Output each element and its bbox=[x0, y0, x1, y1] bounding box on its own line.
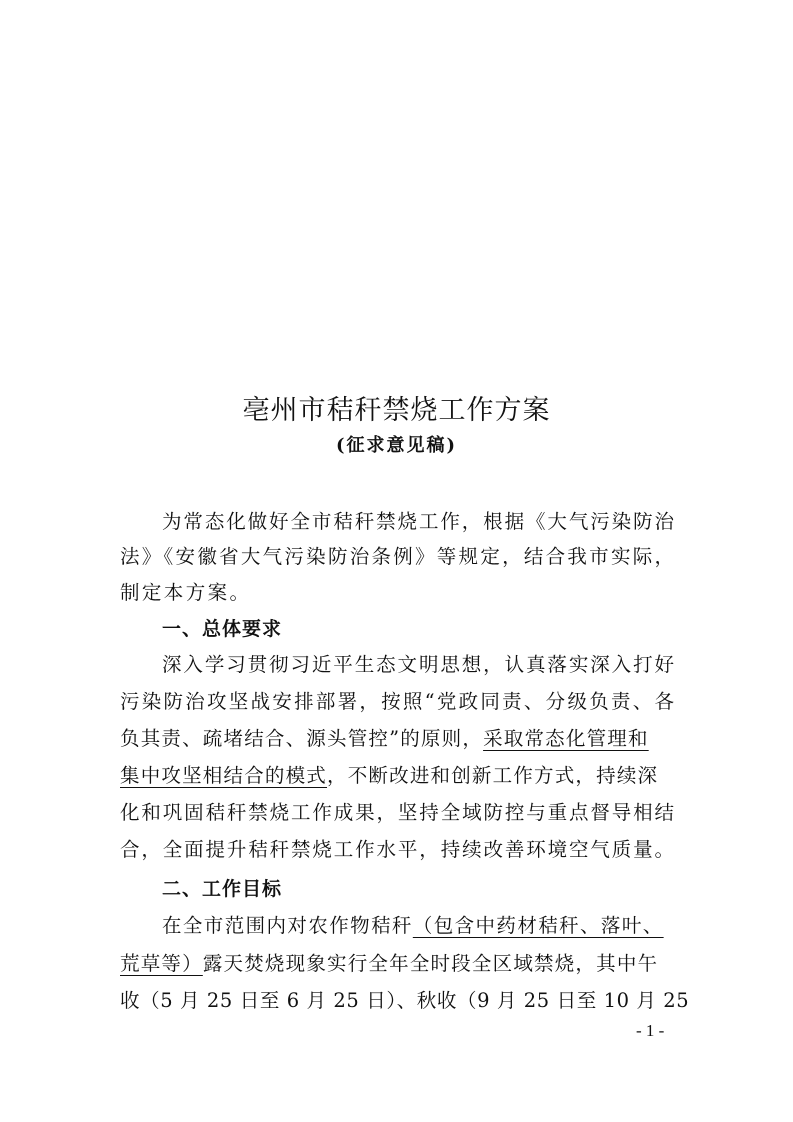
section-1-line-2: 污染防治攻坚战安排部署，按照“党政同责、分级负责、各 bbox=[120, 690, 674, 713]
section-1-line-3 bbox=[120, 727, 674, 751]
section-1-line-1: 深入学习贯彻习近平生态文明思想，认真落实深入打好 bbox=[162, 653, 674, 676]
section-2-line-2 bbox=[120, 952, 674, 976]
section-1-line-6: 合，全面提升秸秆禁烧工作水平，持续改善环境空气质量。 bbox=[120, 838, 674, 861]
section-1-underlined-text-1: 采取常态化管理和 bbox=[483, 727, 649, 750]
intro-line-3: 制定本方案。 bbox=[120, 581, 252, 604]
section-1-line-3-text: 负其责、疏堵结合、源头管控”的原则， bbox=[120, 727, 484, 750]
intro-line-2: 法》《安徽省大气污染防治条例》等规定，结合我市实际， bbox=[120, 545, 674, 568]
document-title: 亳州市秸秆禁烧工作方案 bbox=[242, 395, 551, 426]
section-2-heading: 二、工作目标 bbox=[162, 878, 283, 900]
page-number: - 1 - bbox=[636, 1021, 665, 1040]
intro-line-1: 为常态化做好全市秸秆禁烧工作，根据《大气污染防治 bbox=[162, 510, 674, 533]
section-2-line-1 bbox=[162, 914, 674, 938]
section-2-line-2-text: 露天焚烧现象实行全年全时段全区域禁烧，其中午 bbox=[202, 952, 659, 975]
section-1-line-5: 化和巩固秸秆禁烧工作成果，坚持全域防控与重点督导相结 bbox=[120, 801, 674, 824]
section-2-line-1-text: 在全市范围内对农作物秸秆 bbox=[162, 914, 413, 937]
section-2-line-3: 收（5 月 25 日至 6 月 25 日）、秋收（9 月 25 日至 10 月 25 bbox=[120, 989, 690, 1012]
section-2-underlined-text-1: （包含中药材秸秆、落叶、 bbox=[412, 914, 664, 937]
document-subtitle: (征求意见稿) bbox=[335, 435, 458, 456]
section-1-line-4 bbox=[120, 764, 674, 788]
section-1-line-4-text: ，不断改进和创新工作方式，持续深 bbox=[327, 764, 659, 787]
section-1-underlined-text-2: 集中攻坚相结合的模式 bbox=[120, 764, 328, 787]
section-1-heading: 一、总体要求 bbox=[162, 618, 283, 640]
section-2-underlined-text-2: 荒草等） bbox=[120, 952, 203, 975]
